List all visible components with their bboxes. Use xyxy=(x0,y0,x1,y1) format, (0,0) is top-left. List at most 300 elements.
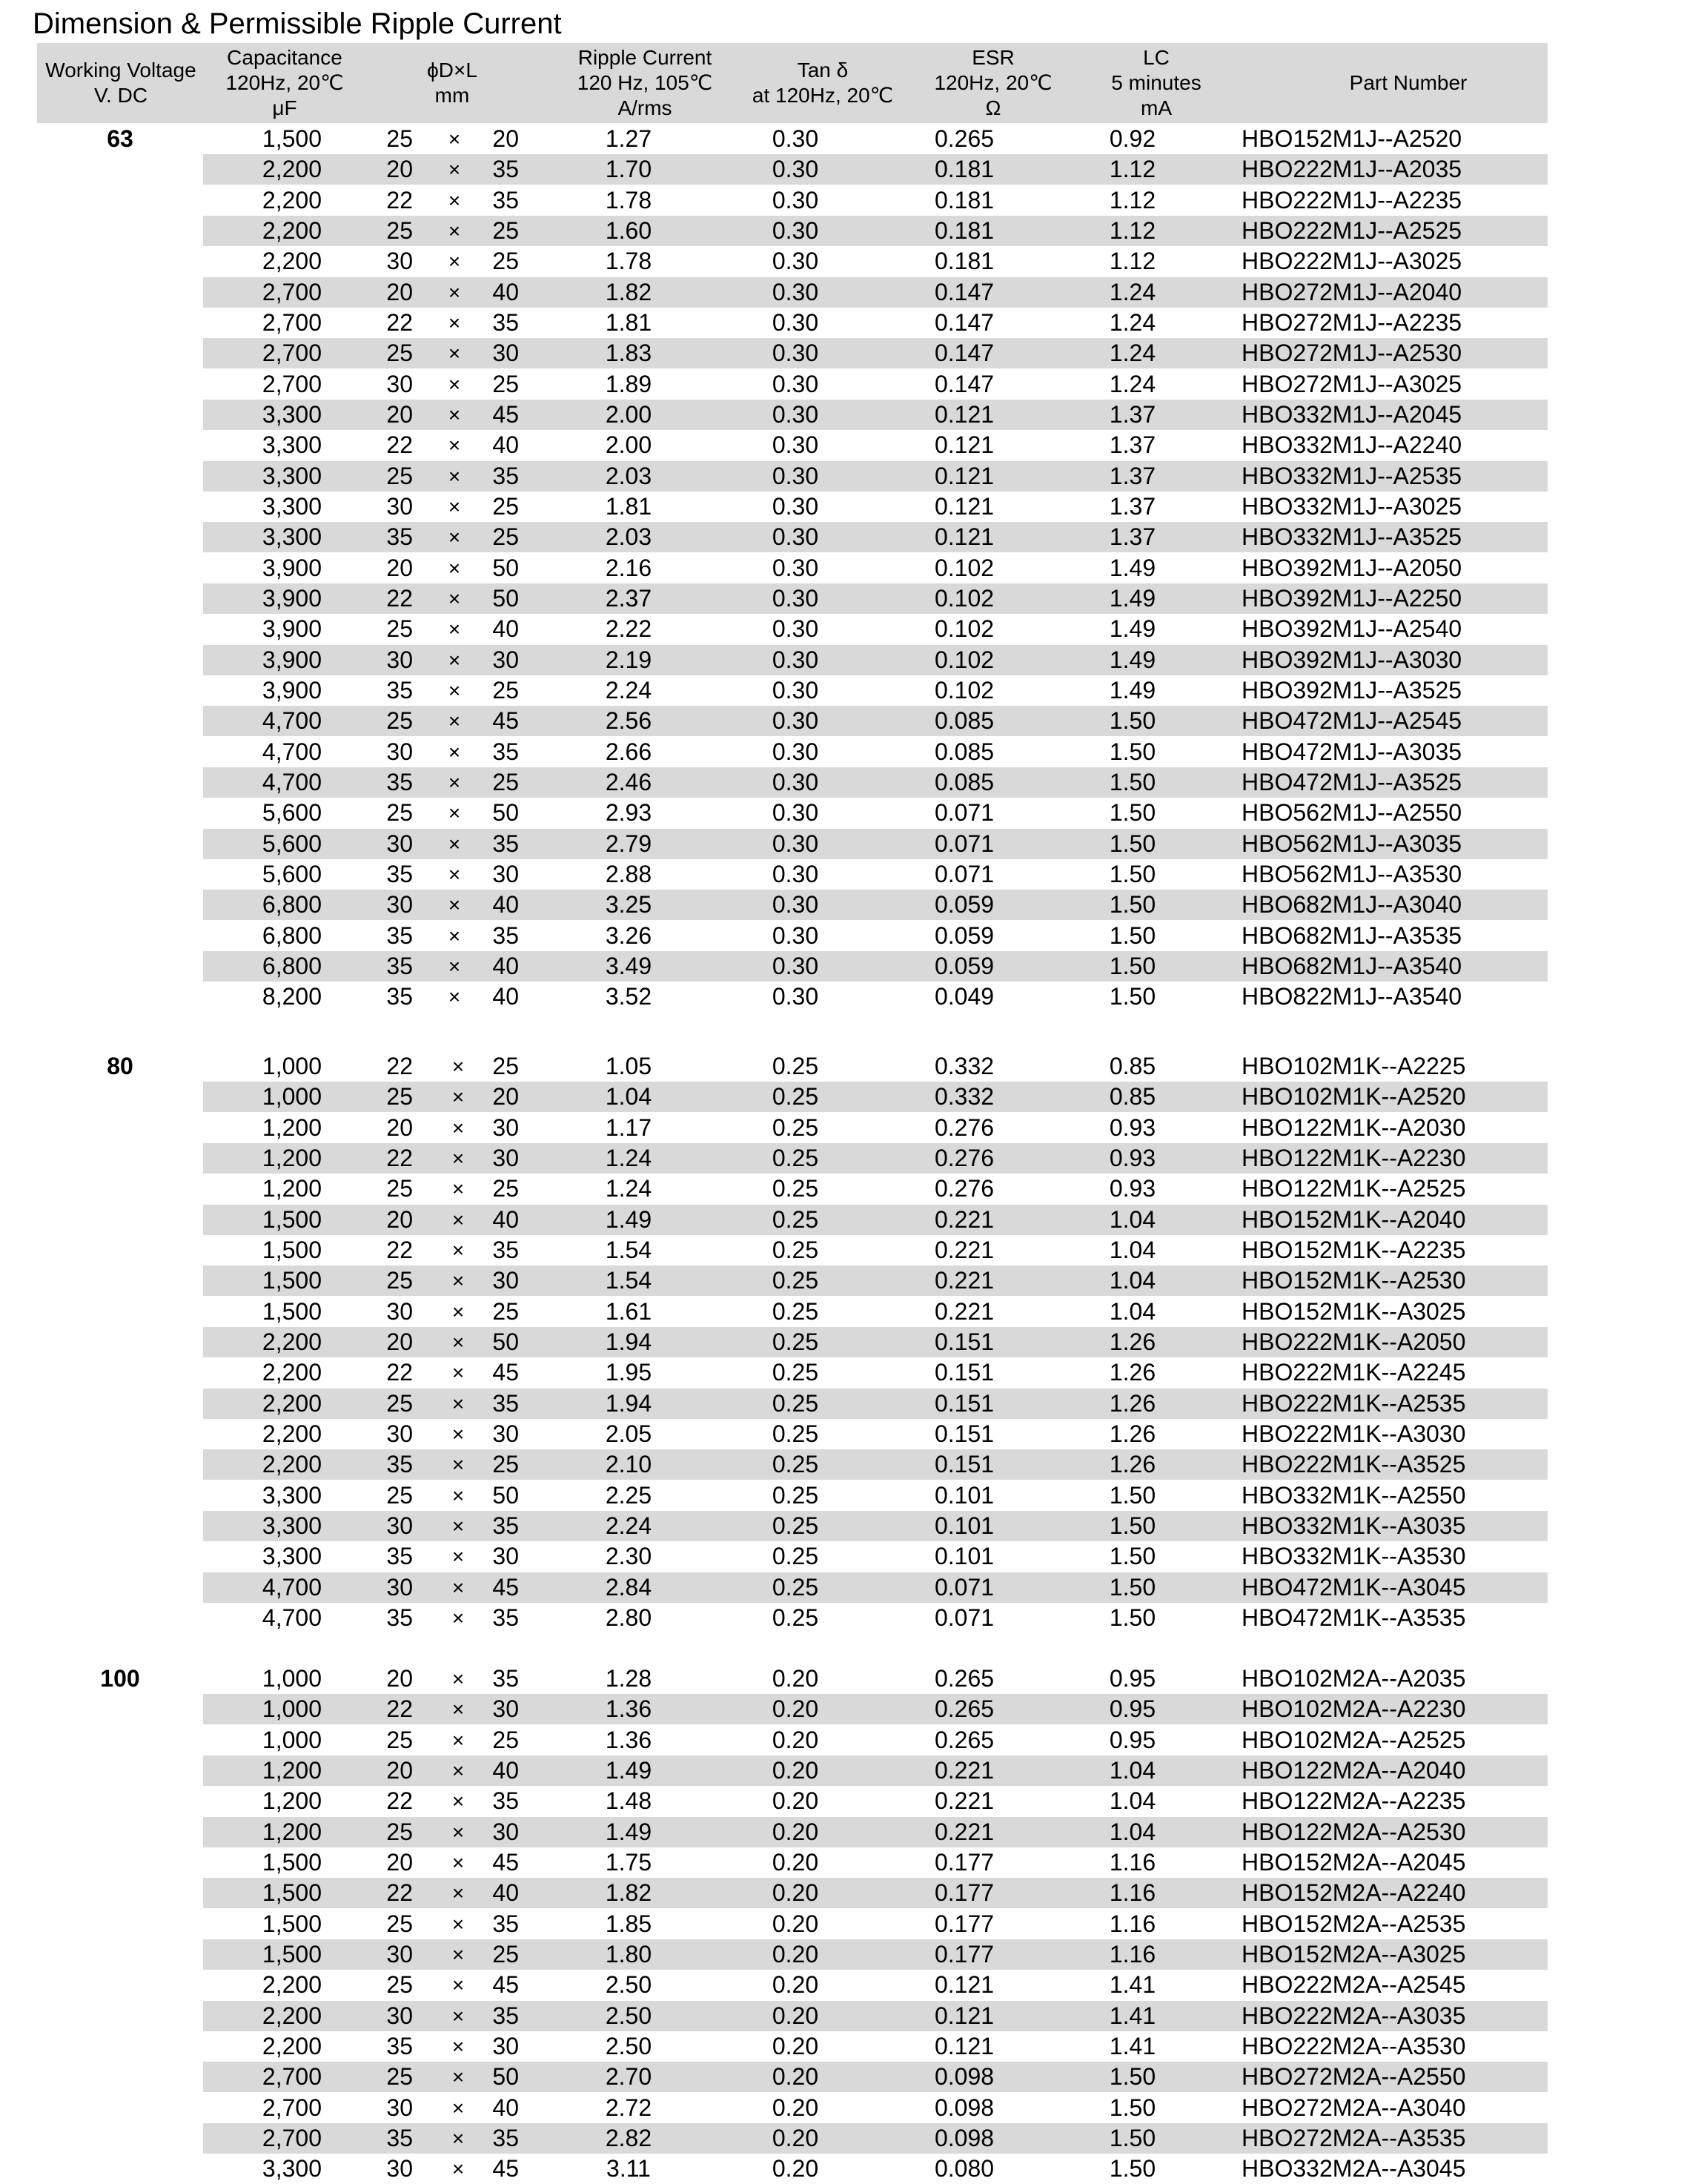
diameter-cell: 30 xyxy=(386,891,413,919)
times-symbol: × xyxy=(451,2126,465,2150)
times-symbol: × xyxy=(451,1483,465,1507)
part-number-cell: HBO102M2A--A2230 xyxy=(1242,1695,1466,1723)
ripple-cell: 1.48 xyxy=(605,1787,652,1815)
capacitance-cell: 4,700 xyxy=(262,768,322,795)
length-cell: 40 xyxy=(492,615,519,643)
ripple-cell: 1.82 xyxy=(605,1879,652,1907)
lc-cell: 1.24 xyxy=(1109,308,1156,336)
capacitance-cell: 2,200 xyxy=(262,1420,322,1447)
part-number-cell: HBO332M1K--A3530 xyxy=(1242,1543,1466,1570)
header-line: LC xyxy=(1143,46,1170,69)
times-symbol: × xyxy=(451,1575,465,1599)
length-cell: 40 xyxy=(492,891,519,919)
times-symbol: × xyxy=(451,1667,465,1690)
ripple-cell: 1.54 xyxy=(605,1267,652,1294)
length-cell: 45 xyxy=(492,400,519,428)
ripple-cell: 1.24 xyxy=(605,1175,652,1202)
times-symbol: × xyxy=(448,280,461,304)
times-symbol: × xyxy=(448,250,461,274)
capacitance-cell: 6,800 xyxy=(262,952,322,979)
lc-cell: 1.50 xyxy=(1109,921,1156,949)
esr-cell: 0.071 xyxy=(934,1573,995,1601)
esr-cell: 0.101 xyxy=(934,1481,995,1509)
lc-cell: 1.04 xyxy=(1109,1297,1156,1325)
ripple-cell: 1.60 xyxy=(605,216,652,244)
capacitance-cell: 2,200 xyxy=(262,1971,322,1999)
diameter-cell: 30 xyxy=(386,1573,413,1601)
lc-cell: 1.50 xyxy=(1109,830,1156,857)
ripple-cell: 1.61 xyxy=(605,1297,652,1325)
esr-cell: 0.121 xyxy=(934,1971,995,1999)
lc-cell: 1.26 xyxy=(1109,1328,1156,1355)
diameter-cell: 25 xyxy=(386,125,413,152)
tan-delta-cell: 0.30 xyxy=(772,523,819,551)
diameter-cell: 30 xyxy=(386,1297,413,1325)
esr-cell: 0.147 xyxy=(934,278,995,305)
times-symbol: × xyxy=(451,1208,465,1231)
length-cell: 50 xyxy=(492,1328,519,1355)
part-number-cell: HBO222M1J--A2525 xyxy=(1242,216,1462,244)
lc-cell: 0.85 xyxy=(1109,1083,1156,1111)
ripple-cell: 3.25 xyxy=(605,891,652,919)
esr-cell: 0.181 xyxy=(934,186,995,214)
capacitance-cell: 4,700 xyxy=(262,738,322,765)
part-number-cell: HBO392M1J--A2540 xyxy=(1242,615,1462,643)
times-symbol: × xyxy=(451,1453,465,1477)
part-number-cell: HBO222M1K--A2245 xyxy=(1242,1359,1466,1386)
esr-cell: 0.151 xyxy=(934,1389,995,1417)
tan-delta-cell: 0.20 xyxy=(772,1695,819,1723)
lc-cell: 1.50 xyxy=(1109,2063,1156,2091)
diameter-cell: 35 xyxy=(386,1604,413,1631)
times-symbol: × xyxy=(448,709,461,733)
diameter-cell: 25 xyxy=(386,1083,413,1111)
ripple-cell: 2.93 xyxy=(605,799,652,827)
tan-delta-cell: 0.30 xyxy=(772,248,819,275)
length-cell: 35 xyxy=(492,462,519,489)
tan-delta-cell: 0.30 xyxy=(772,308,819,336)
capacitance-cell: 2,700 xyxy=(262,2063,322,2091)
esr-cell: 0.098 xyxy=(934,2063,995,2091)
capacitance-cell: 1,500 xyxy=(262,125,322,152)
lc-cell: 1.49 xyxy=(1109,615,1156,643)
times-symbol: × xyxy=(451,1330,465,1354)
capacitance-cell: 1,000 xyxy=(262,1726,322,1753)
esr-cell: 0.221 xyxy=(934,1787,995,1815)
tan-delta-cell: 0.25 xyxy=(772,1053,819,1079)
diameter-cell: 30 xyxy=(386,2094,413,2121)
diameter-cell: 30 xyxy=(386,2155,413,2183)
length-cell: 45 xyxy=(492,1359,519,1386)
tan-delta-cell: 0.30 xyxy=(772,891,819,919)
capacitance-cell: 1,500 xyxy=(262,1297,322,1325)
times-symbol: × xyxy=(448,434,461,457)
tan-delta-cell: 0.30 xyxy=(772,156,819,183)
times-symbol: × xyxy=(448,311,461,334)
ripple-cell: 1.81 xyxy=(605,492,652,520)
tan-delta-cell: 0.20 xyxy=(772,1879,819,1907)
ripple-cell: 2.30 xyxy=(605,1543,652,1570)
diameter-cell: 35 xyxy=(386,1451,413,1478)
capacitance-cell: 2,700 xyxy=(262,370,322,397)
part-number-cell: HBO392M1J--A2250 xyxy=(1242,584,1462,612)
diameter-cell: 30 xyxy=(386,830,413,857)
length-cell: 35 xyxy=(492,1512,519,1539)
capacitance-cell: 1,500 xyxy=(262,1940,322,1968)
capacitance-cell: 2,200 xyxy=(262,2032,322,2059)
tan-delta-cell: 0.20 xyxy=(772,2094,819,2121)
part-number-cell: HBO392M1J--A3030 xyxy=(1242,646,1462,673)
ripple-cell: 1.78 xyxy=(605,248,652,275)
length-cell: 40 xyxy=(492,1756,519,1784)
ripple-cell: 2.00 xyxy=(605,431,652,459)
tan-delta-cell: 0.20 xyxy=(772,1787,819,1815)
tan-delta-cell: 0.30 xyxy=(772,615,819,643)
ripple-cell: 2.80 xyxy=(605,1604,652,1631)
times-symbol: × xyxy=(448,526,461,549)
times-symbol: × xyxy=(451,1912,465,1936)
esr-cell: 0.121 xyxy=(934,462,995,489)
part-number-cell: HBO152M1J--A2520 xyxy=(1242,125,1462,152)
lc-cell: 0.93 xyxy=(1109,1113,1156,1141)
capacitance-cell: 1,500 xyxy=(262,1236,322,1263)
lc-cell: 1.50 xyxy=(1109,860,1156,887)
header-line: 120Hz, 20℃ xyxy=(934,71,1053,94)
tan-delta-cell: 0.20 xyxy=(772,2032,819,2059)
tan-delta-cell: 0.30 xyxy=(772,921,819,949)
lc-cell: 1.50 xyxy=(1109,1543,1156,1570)
capacitance-cell: 1,000 xyxy=(262,1695,322,1723)
ripple-cell: 1.49 xyxy=(605,1756,652,1784)
capacitance-cell: 1,200 xyxy=(262,1787,322,1815)
lc-cell: 0.85 xyxy=(1109,1053,1156,1079)
lc-cell: 1.04 xyxy=(1109,1818,1156,1845)
ripple-cell: 1.78 xyxy=(605,186,652,214)
esr-cell: 0.102 xyxy=(934,676,995,704)
ripple-cell: 2.24 xyxy=(605,676,652,704)
capacitance-cell: 1,000 xyxy=(262,1083,322,1111)
ripple-cell: 1.75 xyxy=(605,1848,652,1876)
lc-cell: 1.50 xyxy=(1109,799,1156,827)
capacitance-cell: 2,200 xyxy=(262,248,322,275)
esr-cell: 0.085 xyxy=(934,707,995,735)
diameter-cell: 35 xyxy=(386,860,413,887)
tan-delta-cell: 0.20 xyxy=(772,2124,819,2151)
tan-delta-cell: 0.30 xyxy=(772,186,819,214)
tan-delta-cell: 0.30 xyxy=(772,278,819,305)
esr-cell: 0.121 xyxy=(934,2002,995,2029)
length-cell: 25 xyxy=(492,370,519,397)
times-symbol: × xyxy=(448,924,461,947)
length-cell: 30 xyxy=(492,646,519,673)
length-cell: 30 xyxy=(492,1267,519,1294)
part-number-cell: HBO472M1K--A3535 xyxy=(1242,1604,1466,1631)
tan-delta-cell: 0.25 xyxy=(772,1267,819,1294)
part-number-cell: HBO272M1J--A2530 xyxy=(1242,340,1462,367)
esr-cell: 0.102 xyxy=(934,584,995,612)
lc-cell: 1.12 xyxy=(1109,156,1156,183)
times-symbol: × xyxy=(451,1850,465,1874)
capacitance-cell: 2,200 xyxy=(262,216,322,244)
part-number-cell: HBO222M2A--A2545 xyxy=(1242,1971,1466,1999)
times-symbol: × xyxy=(451,1728,465,1752)
capacitance-cell: 1,200 xyxy=(262,1113,322,1141)
times-symbol: × xyxy=(451,1300,465,1323)
length-cell: 30 xyxy=(492,1113,519,1141)
capacitance-cell: 1,200 xyxy=(262,1175,322,1202)
part-number-cell: HBO332M1K--A3035 xyxy=(1242,1512,1466,1539)
capacitance-cell: 3,900 xyxy=(262,676,322,704)
times-symbol: × xyxy=(451,1790,465,1813)
ripple-cell: 3.49 xyxy=(605,952,652,979)
ripple-cell: 1.49 xyxy=(605,1205,652,1233)
esr-cell: 0.177 xyxy=(934,1848,995,1876)
esr-cell: 0.102 xyxy=(934,615,995,643)
diameter-cell: 20 xyxy=(386,1328,413,1355)
esr-cell: 0.265 xyxy=(934,1665,995,1692)
ripple-cell: 2.00 xyxy=(605,400,652,428)
esr-cell: 0.121 xyxy=(934,2032,995,2059)
esr-cell: 0.098 xyxy=(934,2124,995,2151)
length-cell: 25 xyxy=(492,1053,519,1079)
length-cell: 45 xyxy=(492,1971,519,1999)
diameter-cell: 30 xyxy=(386,370,413,397)
header-line: Part Number xyxy=(1349,71,1468,94)
part-number-cell: HBO332M1K--A2550 xyxy=(1242,1481,1466,1509)
esr-cell: 0.085 xyxy=(934,768,995,795)
length-cell: 50 xyxy=(492,554,519,581)
lc-cell: 1.04 xyxy=(1109,1787,1156,1815)
times-symbol: × xyxy=(451,1392,465,1415)
times-symbol: × xyxy=(451,1146,465,1170)
esr-cell: 0.059 xyxy=(934,891,995,919)
diameter-cell: 25 xyxy=(386,707,413,735)
tan-delta-cell: 0.25 xyxy=(772,1297,819,1325)
times-symbol: × xyxy=(451,1942,465,1966)
times-symbol: × xyxy=(448,556,461,580)
lc-cell: 1.16 xyxy=(1109,1940,1156,1968)
times-symbol: × xyxy=(451,2065,465,2089)
esr-cell: 0.221 xyxy=(934,1205,995,1233)
tan-delta-cell: 0.30 xyxy=(772,952,819,979)
tan-delta-cell: 0.25 xyxy=(772,1359,819,1386)
tan-delta-cell: 0.30 xyxy=(772,738,819,765)
lc-cell: 1.26 xyxy=(1109,1420,1156,1447)
tan-delta-cell: 0.20 xyxy=(772,1665,819,1692)
lc-cell: 1.41 xyxy=(1109,2002,1156,2029)
ripple-cell: 2.88 xyxy=(605,860,652,887)
times-symbol: × xyxy=(448,954,461,978)
lc-cell: 1.04 xyxy=(1109,1267,1156,1294)
length-cell: 25 xyxy=(492,768,519,795)
capacitance-cell: 6,800 xyxy=(262,891,322,919)
lc-cell: 1.04 xyxy=(1109,1205,1156,1233)
esr-cell: 0.181 xyxy=(934,248,995,275)
lc-cell: 1.50 xyxy=(1109,1512,1156,1539)
capacitance-cell: 3,300 xyxy=(262,1481,322,1509)
ripple-cell: 2.16 xyxy=(605,554,652,581)
esr-cell: 0.221 xyxy=(934,1297,995,1325)
esr-cell: 0.059 xyxy=(934,952,995,979)
length-cell: 30 xyxy=(492,340,519,367)
tan-delta-cell: 0.30 xyxy=(772,676,819,704)
esr-cell: 0.151 xyxy=(934,1359,995,1386)
lc-cell: 1.24 xyxy=(1109,278,1156,305)
part-number-cell: HBO152M2A--A2535 xyxy=(1242,1910,1466,1937)
diameter-cell: 22 xyxy=(386,186,413,214)
part-number-cell: HBO332M1J--A3025 xyxy=(1242,492,1462,520)
times-symbol: × xyxy=(451,1882,465,1905)
capacitance-cell: 1,000 xyxy=(262,1053,322,1079)
tan-delta-cell: 0.30 xyxy=(772,125,819,152)
length-cell: 25 xyxy=(492,248,519,275)
lc-cell: 0.93 xyxy=(1109,1175,1156,1202)
lc-cell: 1.49 xyxy=(1109,646,1156,673)
ripple-cell: 2.72 xyxy=(605,2094,652,2121)
lc-cell: 1.26 xyxy=(1109,1451,1156,1478)
part-number-cell: HBO272M2A--A3040 xyxy=(1242,2094,1466,2121)
esr-cell: 0.276 xyxy=(934,1113,995,1141)
diameter-cell: 25 xyxy=(386,2063,413,2091)
esr-cell: 0.177 xyxy=(934,1940,995,1968)
lc-cell: 1.26 xyxy=(1109,1389,1156,1417)
capacitance-cell: 2,200 xyxy=(262,1359,322,1386)
lc-cell: 0.95 xyxy=(1109,1665,1156,1692)
diameter-cell: 22 xyxy=(386,431,413,459)
length-cell: 25 xyxy=(492,492,519,520)
ripple-cell: 3.52 xyxy=(605,983,652,1010)
esr-cell: 0.071 xyxy=(934,860,995,887)
times-symbol: × xyxy=(451,1514,465,1538)
diameter-cell: 35 xyxy=(386,921,413,949)
tan-delta-cell: 0.20 xyxy=(772,1848,819,1876)
part-number-cell: HBO272M1J--A2235 xyxy=(1242,308,1462,336)
diameter-cell: 22 xyxy=(386,1053,413,1079)
esr-cell: 0.177 xyxy=(934,1879,995,1907)
esr-cell: 0.059 xyxy=(934,921,995,949)
diameter-cell: 30 xyxy=(386,1512,413,1539)
ripple-cell: 1.94 xyxy=(605,1389,652,1417)
times-symbol: × xyxy=(451,1269,465,1293)
length-cell: 25 xyxy=(492,1297,519,1325)
part-number-cell: HBO392M1J--A3525 xyxy=(1242,676,1462,704)
times-symbol: × xyxy=(448,158,461,182)
diameter-cell: 25 xyxy=(386,1267,413,1294)
header-line: ϕD×L xyxy=(427,59,477,82)
tan-delta-cell: 0.25 xyxy=(772,1113,819,1141)
ripple-cell: 2.03 xyxy=(605,462,652,489)
length-cell: 40 xyxy=(492,983,519,1010)
ripple-cell: 2.24 xyxy=(605,1512,652,1539)
times-symbol: × xyxy=(448,403,461,426)
esr-cell: 0.181 xyxy=(934,156,995,183)
tan-delta-cell: 0.20 xyxy=(772,1910,819,1937)
diameter-cell: 25 xyxy=(386,799,413,827)
times-symbol: × xyxy=(451,2096,465,2120)
lc-cell: 1.49 xyxy=(1109,676,1156,704)
tan-delta-cell: 0.25 xyxy=(772,1481,819,1509)
length-cell: 35 xyxy=(492,1665,519,1692)
tan-delta-cell: 0.25 xyxy=(772,1205,819,1233)
esr-cell: 0.221 xyxy=(934,1236,995,1263)
voltage-label: 100 xyxy=(100,1665,140,1692)
part-number-cell: HBO332M1J--A2535 xyxy=(1242,462,1462,489)
lc-cell: 1.50 xyxy=(1109,983,1156,1010)
diameter-cell: 35 xyxy=(386,983,413,1010)
lc-cell: 1.37 xyxy=(1109,431,1156,459)
length-cell: 35 xyxy=(492,830,519,857)
ripple-cell: 3.26 xyxy=(605,921,652,949)
diameter-cell: 30 xyxy=(386,1940,413,1968)
capacitance-cell: 1,500 xyxy=(262,1205,322,1233)
tan-delta-cell: 0.25 xyxy=(772,1543,819,1570)
ripple-cell: 2.82 xyxy=(605,2124,652,2151)
ripple-cell: 1.36 xyxy=(605,1726,652,1753)
ripple-cell: 1.80 xyxy=(605,1940,652,1968)
times-symbol: × xyxy=(451,1820,465,1844)
lc-cell: 1.04 xyxy=(1109,1236,1156,1263)
diameter-cell: 35 xyxy=(386,952,413,979)
length-cell: 45 xyxy=(492,2155,519,2183)
times-symbol: × xyxy=(448,985,461,1009)
esr-cell: 0.121 xyxy=(934,523,995,551)
part-number-cell: HBO102M1K--A2520 xyxy=(1242,1083,1466,1111)
length-cell: 50 xyxy=(492,584,519,612)
length-cell: 35 xyxy=(492,156,519,183)
part-number-cell: HBO682M1J--A3540 xyxy=(1242,952,1462,979)
length-cell: 45 xyxy=(492,1848,519,1876)
length-cell: 35 xyxy=(492,1910,519,1937)
diameter-cell: 35 xyxy=(386,676,413,704)
esr-cell: 0.121 xyxy=(934,400,995,428)
ripple-cell: 1.83 xyxy=(605,340,652,367)
capacitance-cell: 2,700 xyxy=(262,2094,322,2121)
tan-delta-cell: 0.30 xyxy=(772,768,819,795)
part-number-cell: HBO222M1K--A2050 xyxy=(1242,1328,1466,1355)
esr-cell: 0.151 xyxy=(934,1328,995,1355)
ripple-cell: 2.03 xyxy=(605,523,652,551)
times-symbol: × xyxy=(448,464,461,488)
diameter-cell: 25 xyxy=(386,1175,413,1202)
diameter-cell: 20 xyxy=(386,1756,413,1784)
esr-cell: 0.049 xyxy=(934,983,995,1010)
times-symbol: × xyxy=(451,1606,465,1629)
lc-cell: 1.50 xyxy=(1109,891,1156,919)
capacitance-cell: 2,700 xyxy=(262,308,322,336)
esr-cell: 0.102 xyxy=(934,646,995,673)
lc-cell: 1.16 xyxy=(1109,1910,1156,1937)
diameter-cell: 25 xyxy=(386,1389,413,1417)
length-cell: 25 xyxy=(492,1940,519,1968)
times-symbol: × xyxy=(451,1085,465,1109)
lc-cell: 1.50 xyxy=(1109,738,1156,765)
times-symbol: × xyxy=(451,1758,465,1782)
tan-delta-cell: 0.20 xyxy=(772,2002,819,2029)
ripple-cell: 1.27 xyxy=(605,125,652,152)
header-line: mm xyxy=(434,84,470,107)
ripple-cell: 1.70 xyxy=(605,156,652,183)
ripple-cell: 2.50 xyxy=(605,2032,652,2059)
ripple-cell: 2.37 xyxy=(605,584,652,612)
diameter-cell: 22 xyxy=(386,584,413,612)
capacitance-cell: 8,200 xyxy=(262,983,322,1010)
part-number-cell: HBO222M1J--A2235 xyxy=(1242,186,1462,214)
tan-delta-cell: 0.30 xyxy=(772,799,819,827)
esr-cell: 0.332 xyxy=(934,1053,995,1079)
times-symbol: × xyxy=(451,2034,465,2058)
diameter-cell: 25 xyxy=(386,216,413,244)
diameter-cell: 30 xyxy=(386,492,413,520)
